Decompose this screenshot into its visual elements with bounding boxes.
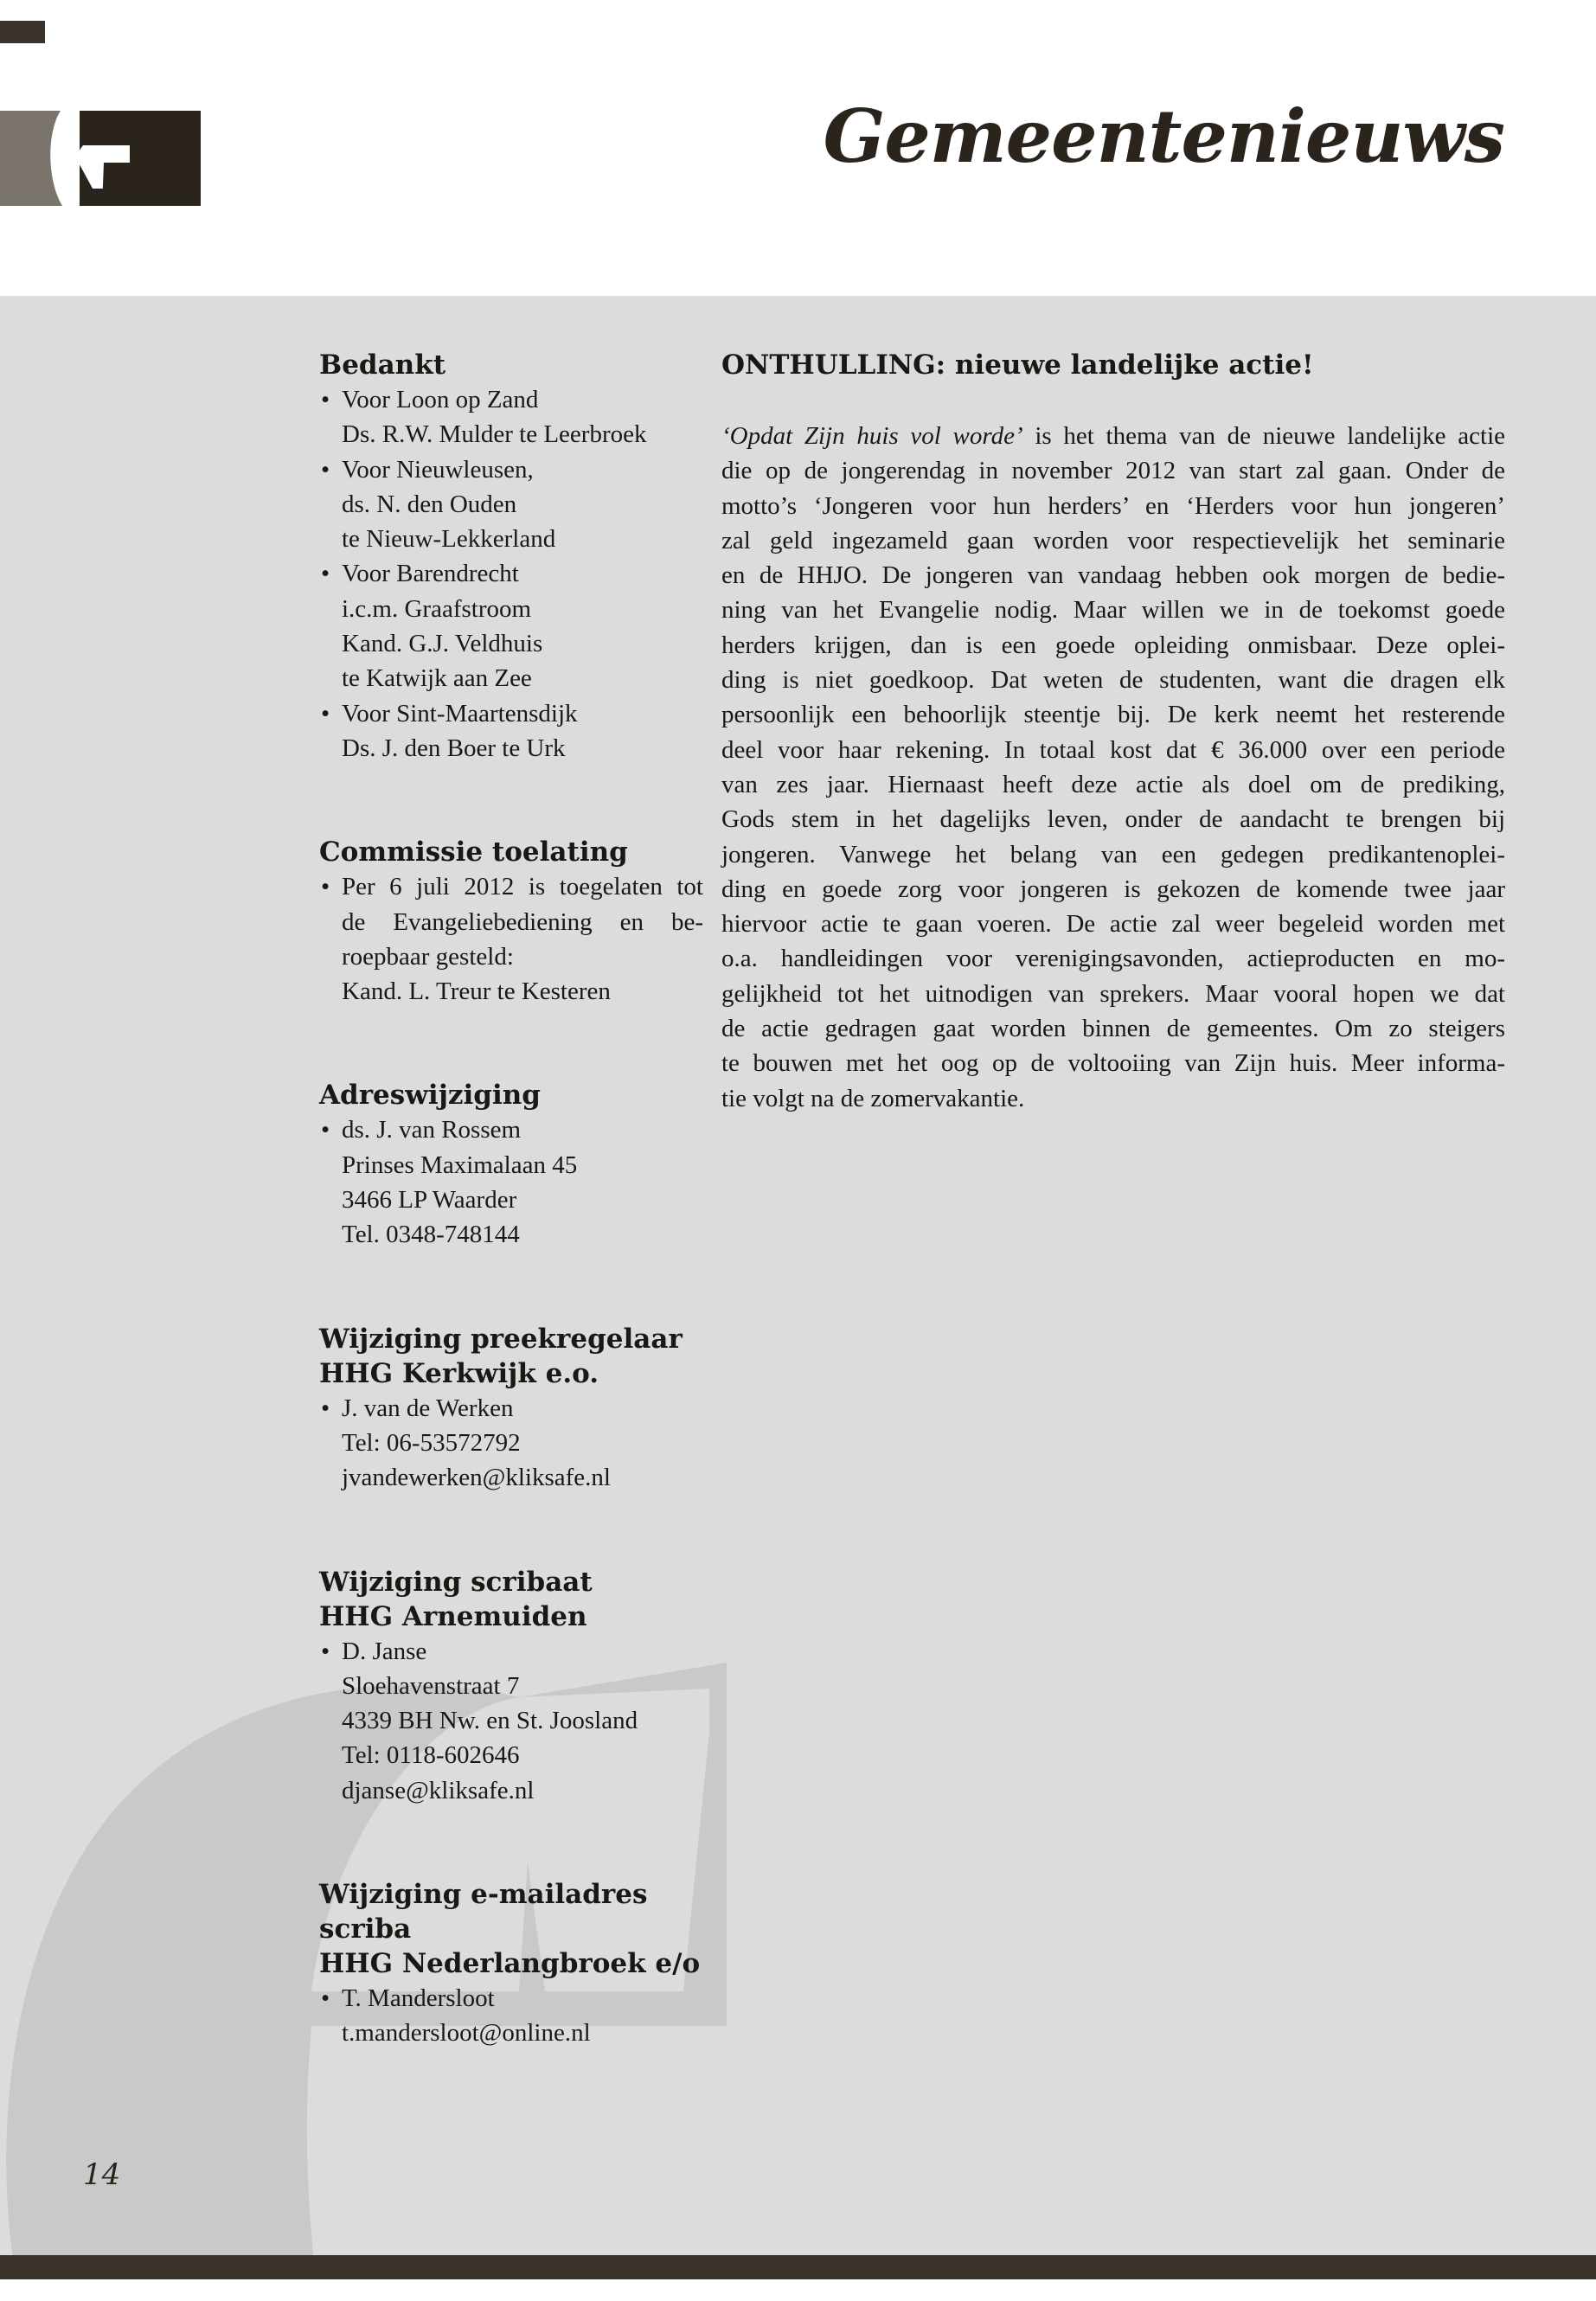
- section-commissie-toelating: [319, 835, 703, 1009]
- section-subheading: HHG Nederlangbroek e/o: [319, 1948, 701, 1980]
- article-line: en de HHJO. De jongeren van vandaag hebben ook morgen de bedie-: [721, 561, 1505, 590]
- article-line: Gods stem in het dagelijks leven, onder de aandacht te brengen bij: [721, 805, 1505, 834]
- item-line: • ds. J. van Rossem: [342, 1116, 522, 1144]
- item-line: Ds. R.W. Mulder te Leerbroek: [342, 420, 647, 449]
- item-line: i.c.m. Graafstroom: [342, 594, 532, 623]
- article-line: gelijkheid tot het uitnodigen van sprekers. Maar vooral hopen we dat: [721, 979, 1505, 1008]
- item-line: de Evangeliebediening en be-: [342, 907, 703, 936]
- section-wijziging-emailadres: [319, 1877, 703, 2051]
- section-adreswijziging: [319, 1078, 703, 1252]
- top-corner-mark: [0, 21, 45, 43]
- article-intro-italic: ‘Opdat Zijn huis vol worde’: [721, 422, 1023, 450]
- bullet-list: [319, 869, 703, 1009]
- g-logo-icon: [0, 111, 201, 206]
- article-line: herders krijgen, dan is een goede opleiding onmisbaar. Deze oplei-: [721, 631, 1505, 659]
- item-line: roepbaar gesteld:: [342, 942, 514, 971]
- section-heading: Wijziging e-mailadres scriba: [319, 1879, 648, 1945]
- list-item: [319, 556, 703, 695]
- article-line: tie volgt na de zomervakantie.: [721, 1084, 1025, 1112]
- page-title: Gemeentenieuws: [823, 93, 1504, 179]
- item-line: te Nieuw-Lekkerland: [342, 525, 556, 554]
- section-subheading: HHG Kerkwijk e.o.: [319, 1357, 599, 1389]
- article-line: die op de jongerendag in november 2012 van start zal gaan. Onder de: [721, 457, 1505, 485]
- item-line: Tel: 0118-602646: [342, 1741, 520, 1770]
- item-line: djanse@kliksafe.nl: [342, 1776, 535, 1804]
- article-line: van zes jaar. Hiernaast heeft deze actie als doel om de prediking,: [721, 770, 1505, 798]
- article-line: ding is niet goedkoop. Dat weten de studenten, want die dragen elk: [721, 666, 1505, 695]
- article-line: [721, 419, 1505, 453]
- article-line: ning van het Evangelie nodig. Maar willen we in de toekomst goede: [721, 596, 1505, 625]
- item-line: • Voor Nieuwleusen,: [342, 455, 534, 484]
- list-item: [319, 1634, 703, 1808]
- article-line: zal geld ingezameld gaan worden voor respectievelijk het seminarie: [721, 526, 1505, 554]
- bullet-list: [319, 1391, 703, 1496]
- item-line: Tel: 06-53572792: [342, 1428, 521, 1457]
- item-line: jvandewerken@kliksafe.nl: [342, 1464, 611, 1492]
- list-item: [319, 452, 703, 557]
- article-line: o.a. handleidingen voor verenigingsavonden, actieproducten en mo-: [721, 945, 1505, 973]
- bullet-list: [319, 382, 703, 766]
- article-line: hiervoor actie te gaan voeren. De actie zal weer begeleid worden met: [721, 910, 1505, 939]
- article-column: [721, 348, 1505, 1116]
- item-line: Ds. J. den Boer te Urk: [342, 734, 566, 762]
- page-number: 14: [83, 2157, 121, 2192]
- article-line: motto’s ‘Jongeren voor hun herders’ en ‘Herders voor hun jongeren’: [721, 491, 1505, 520]
- section-heading: Wijziging preekregelaar: [319, 1323, 683, 1355]
- item-line: • T. Mandersloot: [342, 1984, 495, 2013]
- article-line-text: is het thema van de nieuwe landelijke actie: [1022, 422, 1505, 450]
- item-line: • Voor Barendrecht: [342, 560, 519, 588]
- list-item: [319, 382, 703, 452]
- item-line: 4339 BH Nw. en St. Joosland: [342, 1707, 638, 1735]
- item-line: Tel. 0348-748144: [342, 1221, 520, 1249]
- section-wijziging-scribaat: [319, 1565, 703, 1808]
- article-line: jongeren. Vanwege het belang van een gedegen predikantenoplei-: [721, 840, 1505, 868]
- section-bedankt: [319, 348, 703, 766]
- bullet-list: [319, 1634, 703, 1808]
- item-line: • J. van de Werken: [342, 1394, 514, 1422]
- section-heading: Commissie toelating: [319, 836, 628, 868]
- item-line: Sloehavenstraat 7: [342, 1671, 520, 1700]
- item-line: • Per 6 juli 2012 is toegelaten tot: [342, 873, 703, 901]
- list-item: [319, 1391, 703, 1496]
- section-subheading: HHG Arnemuiden: [319, 1600, 587, 1632]
- article-line: ding en goede zorg voor jongeren is gekozen de komende twee jaar: [721, 875, 1505, 903]
- item-line: • Voor Sint-Maartensdijk: [342, 699, 578, 727]
- item-line: Kand. G.J. Veldhuis: [342, 630, 543, 658]
- item-line: ds. N. den Ouden: [342, 490, 517, 518]
- section-heading: Wijziging scribaat: [319, 1566, 593, 1598]
- list-item: [319, 1112, 703, 1252]
- item-line: Kand. L. Treur te Kesteren: [342, 977, 611, 1006]
- bullet-list: [319, 1981, 703, 2051]
- bottom-bar: [0, 2255, 1596, 2279]
- article-line: te bouwen met het oog op de voltooiing van Zijn huis. Meer informa-: [721, 1049, 1505, 1078]
- section-heading: Adreswijziging: [319, 1080, 541, 1112]
- item-line: • Voor Loon op Zand: [342, 386, 539, 413]
- section-wijziging-preekregelaar: [319, 1322, 703, 1496]
- item-line: t.mandersloot@online.nl: [342, 2019, 591, 2048]
- article-line: persoonlijk een behoorlijk steentje bij. De kerk neemt het resterende: [721, 701, 1505, 729]
- section-heading: Bedankt: [319, 349, 446, 381]
- item-line: Prinses Maximalaan 45: [342, 1150, 578, 1179]
- list-item: [319, 696, 703, 766]
- item-line: te Katwijk aan Zee: [342, 664, 532, 693]
- article-line: deel voor haar rekening. In totaal kost dat € 36.000 over een periode: [721, 735, 1505, 764]
- bullet-list: [319, 1112, 703, 1252]
- article-body: [721, 419, 1505, 1116]
- article-title: ONTHULLING: nieuwe landelijke actie!: [721, 349, 1314, 381]
- list-item: [319, 869, 703, 1009]
- item-line: 3466 LP Waarder: [342, 1186, 517, 1215]
- article-line: de actie gedragen gaat worden binnen de gemeentes. Om zo steigers: [721, 1015, 1505, 1043]
- item-line: • D. Janse: [342, 1637, 427, 1665]
- list-item: [319, 1981, 703, 2051]
- left-column: [319, 348, 703, 2120]
